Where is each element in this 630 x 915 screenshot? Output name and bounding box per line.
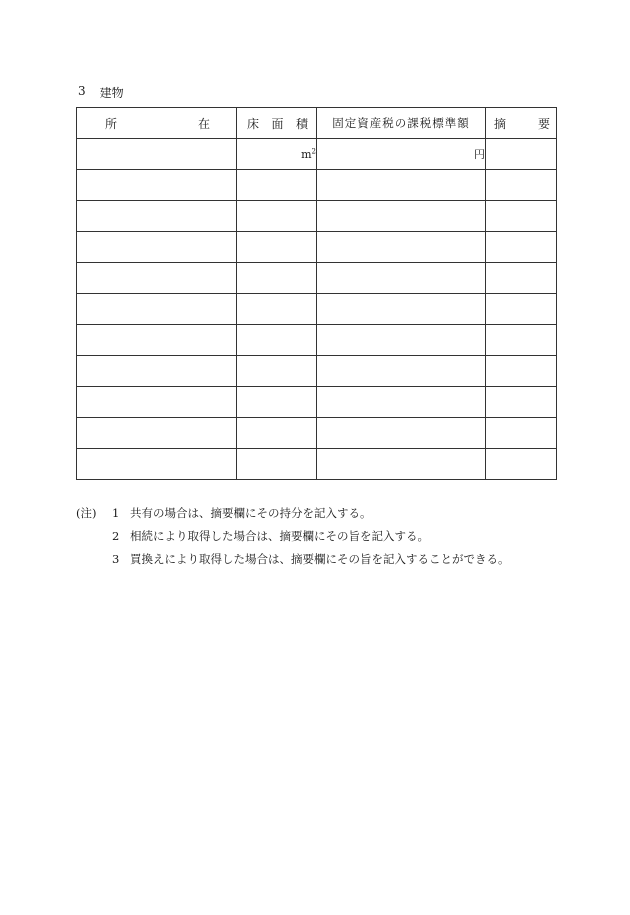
section-number: 3: [78, 84, 86, 98]
building-table: [76, 107, 557, 480]
header-location-char-1: 所: [105, 116, 118, 131]
section-heading: [78, 84, 124, 101]
location-cell[interactable]: [77, 232, 237, 263]
table-row: [77, 170, 557, 201]
header-area-char-1: 床: [247, 116, 260, 131]
remarks-cell[interactable]: [486, 418, 557, 449]
floor-area-cell[interactable]: [237, 232, 317, 263]
remarks-cell[interactable]: [486, 325, 557, 356]
remarks-cell[interactable]: [486, 387, 557, 418]
note-number: 1: [112, 506, 120, 520]
table-row: [77, 387, 557, 418]
floor-area-cell[interactable]: [237, 387, 317, 418]
tax-value-cell[interactable]: [317, 325, 486, 356]
table-row: [77, 263, 557, 294]
location-cell[interactable]: [77, 139, 237, 170]
tax-value-cell[interactable]: [317, 387, 486, 418]
location-cell[interactable]: [77, 294, 237, 325]
tax-value-cell[interactable]: [317, 356, 486, 387]
location-cell[interactable]: [77, 325, 237, 356]
note-text: 買換えにより取得した場合は、摘要欄にその旨を記入することができる。: [130, 552, 510, 566]
table-row: [77, 201, 557, 232]
square-meter-base: m: [301, 147, 312, 161]
tax-value-cell[interactable]: [317, 449, 486, 480]
header-floor-area: [237, 108, 317, 139]
remarks-cell[interactable]: [486, 170, 557, 201]
table-row: [77, 139, 557, 170]
notes-prefix: (注): [76, 506, 97, 520]
note-text: 相続により取得した場合は、摘要欄にその旨を記入する。: [130, 529, 429, 543]
note-number: 3: [112, 552, 120, 566]
tax-value-cell[interactable]: [317, 263, 486, 294]
note-item: [76, 502, 510, 525]
note-item: [76, 525, 510, 548]
note-text: 共有の場合は、摘要欄にその持分を記入する。: [130, 506, 372, 520]
floor-area-cell[interactable]: [237, 449, 317, 480]
table-row: [77, 232, 557, 263]
header-remarks: [486, 108, 557, 139]
location-cell[interactable]: [77, 356, 237, 387]
header-location-char-2: 在: [197, 116, 210, 131]
table-row: [77, 294, 557, 325]
location-cell[interactable]: [77, 263, 237, 294]
floor-area-cell[interactable]: [237, 263, 317, 294]
header-remark-char-2: 要: [537, 116, 550, 131]
notes-section: [76, 502, 510, 571]
remarks-cell[interactable]: [486, 139, 557, 170]
header-location: [77, 108, 237, 139]
table-row: [77, 449, 557, 480]
floor-area-cell[interactable]: [237, 139, 317, 170]
remarks-cell[interactable]: [486, 449, 557, 480]
table-row: [77, 418, 557, 449]
location-cell[interactable]: [77, 418, 237, 449]
floor-area-cell[interactable]: [237, 418, 317, 449]
tax-value-cell[interactable]: [317, 294, 486, 325]
square-meter-unit: [301, 148, 316, 161]
remarks-cell[interactable]: [486, 263, 557, 294]
tax-value-cell[interactable]: [317, 418, 486, 449]
tax-value-cell[interactable]: [317, 232, 486, 263]
floor-area-cell[interactable]: [237, 356, 317, 387]
floor-area-cell[interactable]: [237, 170, 317, 201]
tax-value-cell[interactable]: [317, 201, 486, 232]
location-cell[interactable]: [77, 449, 237, 480]
floor-area-cell[interactable]: [237, 201, 317, 232]
note-number: 2: [112, 529, 120, 543]
header-tax-value: 固定資産税の課税標準額: [317, 108, 486, 139]
floor-area-cell[interactable]: [237, 294, 317, 325]
square-meter-exponent: 2: [311, 147, 316, 156]
remarks-cell[interactable]: [486, 356, 557, 387]
table-row: [77, 325, 557, 356]
header-area-char-2: 面: [271, 116, 284, 131]
header-row: [77, 108, 557, 139]
remarks-cell[interactable]: [486, 232, 557, 263]
remarks-cell[interactable]: [486, 294, 557, 325]
yen-unit: 円: [474, 148, 485, 161]
header-remark-char-1: 摘: [494, 116, 507, 131]
table-row: [77, 356, 557, 387]
header-area-char-3: 積: [295, 116, 308, 131]
location-cell[interactable]: [77, 387, 237, 418]
remarks-cell[interactable]: [486, 201, 557, 232]
location-cell[interactable]: [77, 170, 237, 201]
note-item: [76, 548, 510, 571]
location-cell[interactable]: [77, 201, 237, 232]
section-title: 建物: [99, 86, 124, 100]
tax-value-cell[interactable]: [317, 170, 486, 201]
tax-value-cell[interactable]: [317, 139, 486, 170]
floor-area-cell[interactable]: [237, 325, 317, 356]
